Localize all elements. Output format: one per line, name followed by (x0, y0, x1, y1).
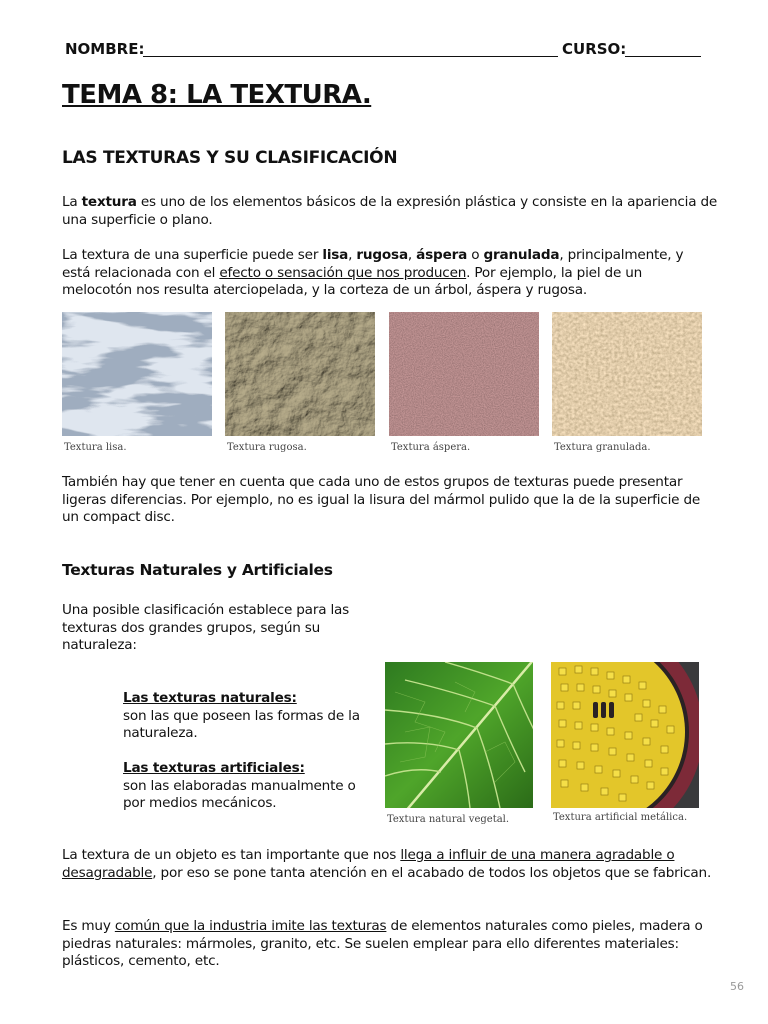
paragraph-classification: Una posible clasificación establece para las texturas dos grandes grupos, según su naturaleza: (62, 602, 350, 654)
texture-caption: Textura rugosa. (227, 442, 307, 453)
paragraph-types: La textura de una superficie puede ser lisa, rugosa, áspera o granulada, principalmente, y está relacionada con el efecto o sensación que nos producen. Por ejemplo, la piel de un melocotón nos resulta aterciopelada, y la corteza de un árbol, áspera y rugosa. (62, 247, 684, 299)
subheading-natural-artificial: Texturas Naturales y Artificiales (62, 561, 333, 579)
paragraph-definition: La textura es uno de los elementos básicos de la expresión plástica y consiste en la apariencia de una superficie o plano. (62, 194, 718, 228)
page-title: TEMA 8: LA TEXTURA. (62, 80, 372, 110)
paragraph-importance: La textura de un objeto es tan importante que nos llega a influir de una manera agradable o desagradable, por eso se pone tanta atención en el acabado de todos los objetos que se fabrican. (62, 847, 712, 881)
natural-textures-definition: Las texturas naturales: son las que poseen las formas de la naturaleza. (123, 690, 360, 742)
coarse-texture-image (389, 312, 539, 436)
section-heading: LAS TEXTURAS Y SU CLASIFICACIÓN (62, 148, 398, 168)
example-caption: Textura artificial metálica. (553, 812, 688, 823)
rough-stone-texture-image (225, 312, 375, 436)
artificial-textures-definition: Las texturas artificiales: son las elaboradas manualmente o por medios mecánicos. (123, 760, 356, 812)
granular-texture-image (552, 312, 702, 436)
paragraph-variations: También hay que tener en cuenta que cada uno de estos grupos de texturas puede presentar ligeras diferencias. Por ejemplo, no es igual la lisura del mármol pulido que la de la superficie de un compact disc. (62, 474, 701, 526)
paragraph-industry: Es muy común que la industria imite las texturas de elementos naturales como pieles, madera o piedras naturales: mármoles, granito, etc. Se suelen emplear para ello diferentes materiales: plásticos, cemento, etc. (62, 918, 703, 970)
artificial-textures-label: Las texturas artificiales: (123, 760, 305, 776)
course-label: CURSO: (562, 40, 627, 58)
name-field[interactable] (143, 40, 558, 57)
marble-texture-image (62, 312, 212, 436)
texture-caption: Textura granulada. (554, 442, 651, 453)
student-header (65, 40, 705, 62)
manhole-cover-texture-image (551, 662, 699, 808)
example-caption: Textura natural vegetal. (387, 814, 510, 825)
page-number: 56 (730, 980, 744, 993)
course-field[interactable] (625, 40, 701, 57)
texture-caption: Textura lisa. (64, 442, 127, 453)
name-label: NOMBRE: (65, 40, 145, 58)
natural-textures-label: Las texturas naturales: (123, 690, 297, 706)
texture-caption: Textura áspera. (391, 442, 471, 453)
leaf-texture-image (385, 662, 533, 808)
